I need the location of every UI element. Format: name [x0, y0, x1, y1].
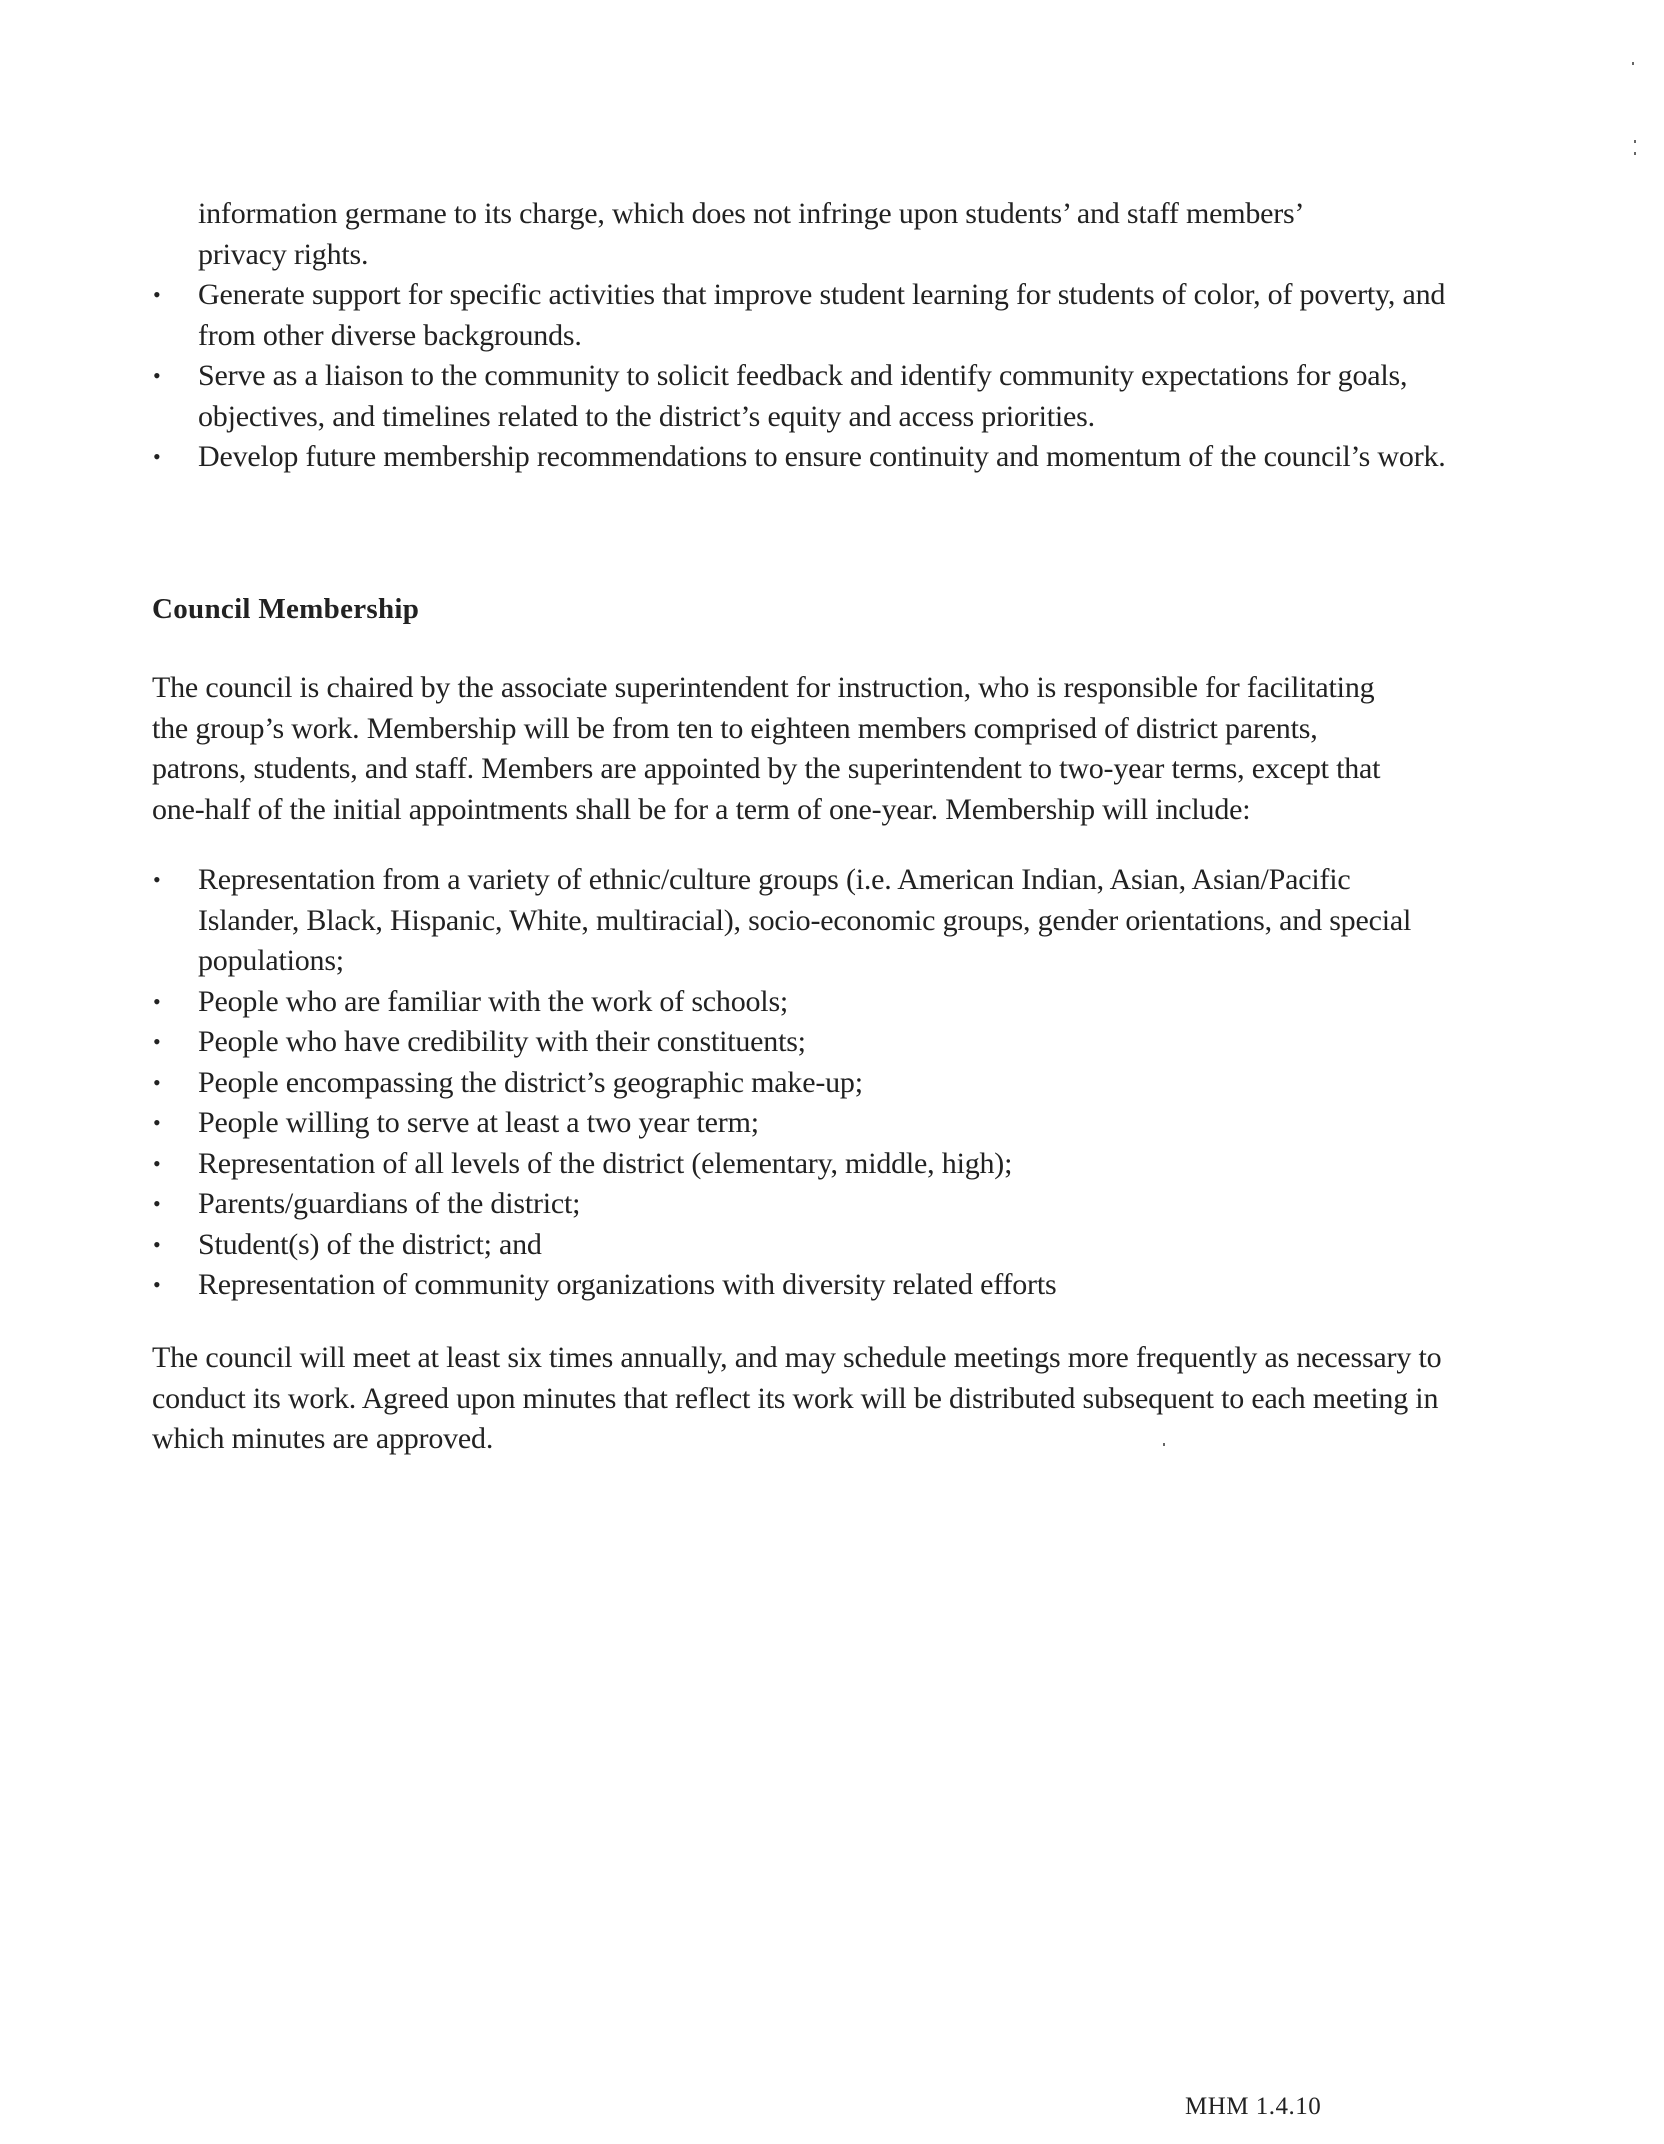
membership-list: [152, 860, 1452, 1306]
bullet-icon: •: [153, 1069, 161, 1095]
bullet-icon: •: [153, 1272, 161, 1297]
bullet-icon: •: [153, 1231, 161, 1257]
bullet-icon: •: [153, 282, 161, 307]
list-item-text: Student(s) of the district; and: [198, 1227, 542, 1261]
list-item: [152, 1063, 1452, 1104]
list-item-text: Develop future membership recommendations to ensure continuity and momentum of the council’s work.: [198, 440, 1446, 473]
list-item-text: Serve as a liaison to the community to solicit feedback and identify community expectations for goals, objectives, and timelines related to the district’s equity and access priorities.: [198, 359, 1408, 433]
list-item: [152, 1184, 1452, 1225]
section-heading: Council Membership: [152, 593, 420, 625]
list-item: [152, 1103, 1452, 1144]
list-item-text: Representation from a variety of ethnic/culture groups (i.e. American Indian, Asian, Asian/Pacific Islander, Black, Hispanic, White, multiracial), socio-economic groups, gender orientations, and special populations;: [198, 863, 1412, 977]
bullet-icon: •: [153, 988, 161, 1014]
list-item-text: Representation of all levels of the district (elementary, middle, high);: [198, 1146, 1013, 1180]
bullet-icon: •: [153, 363, 161, 388]
responsibilities-list: [152, 275, 1452, 478]
footer-code: MHM 1.4.10: [1185, 2093, 1322, 2120]
list-item: [152, 1225, 1452, 1266]
list-item-text: People encompassing the district’s geographic make-up;: [198, 1065, 863, 1099]
list-item: [152, 1144, 1452, 1185]
list-item: [152, 982, 1452, 1023]
list-item-text: Parents/guardians of the district;: [198, 1187, 581, 1220]
closing-paragraph: The council will meet at least six times annually, and may schedule meetings more frequently as necessary to conduct its work. Agreed upon minutes that reflect its work will be distributed subsequent to each meeting in which minutes are approved.: [152, 1341, 1442, 1455]
list-item: [152, 437, 1452, 478]
scan-speck: [1634, 152, 1636, 155]
membership-paragraph: The council is chaired by the associate superintendent for instruction, who is responsible for facilitating the group’s work. Membership will be from ten to eighteen members comprised of district parents, patrons, students, and staff. Members are appointed by the superintendent to two-year terms, except that one-half of the initial appointments shall be for a term of one-year. Membership will include:: [152, 671, 1381, 826]
list-item: [152, 356, 1452, 437]
bullet-icon: •: [153, 1029, 161, 1054]
bullet-icon: •: [153, 444, 161, 469]
list-item: [152, 1265, 1452, 1306]
bullet-icon: •: [153, 867, 161, 892]
list-item-text: Representation of community organizations with diversity related efforts: [198, 1268, 1057, 1301]
bullet-icon: •: [153, 1110, 161, 1135]
scan-speck: [1634, 140, 1636, 143]
bullet-icon: •: [153, 1191, 161, 1216]
list-item-text: People willing to serve at least a two year term;: [198, 1106, 759, 1139]
list-item-text: People who are familiar with the work of schools;: [198, 984, 789, 1018]
scan-speck: [1163, 1443, 1165, 1446]
list-item-text: People who have credibility with their constituents;: [198, 1025, 806, 1058]
bullet-icon: •: [153, 1150, 161, 1176]
scan-speck: [1632, 62, 1634, 65]
list-item: [152, 1022, 1452, 1063]
list-item-text: Generate support for specific activities that improve student learning for students of color, of poverty, and from other diverse backgrounds.: [198, 278, 1446, 352]
list-item: [152, 275, 1452, 356]
continuation-paragraph: information germane to its charge, which does not infringe upon students’ and staff members’ privacy rights.: [198, 197, 1303, 271]
list-item: [152, 860, 1452, 982]
